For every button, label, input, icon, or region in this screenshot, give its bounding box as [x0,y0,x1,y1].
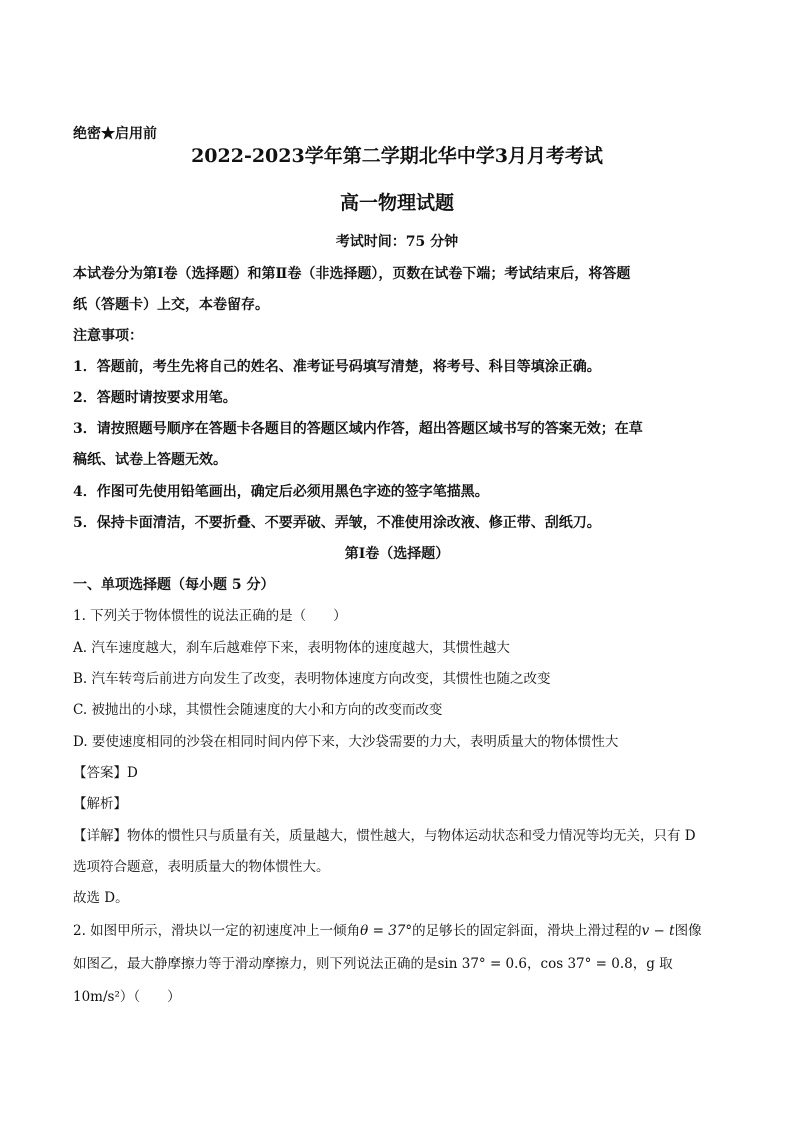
q2-sep: ， [527,956,541,972]
q2-stem-line-2 [73,954,673,974]
notice-item-2: 2．答题时请按要求用笔。 [73,390,237,406]
notice-item-1: 1．答题前，考生先将自己的姓名、准考证号码填写清楚，将考号、科目等填涂正确。 [73,359,601,375]
secret-label: 绝密★启用前 [73,126,157,142]
q1-detail-1: 【详解】物体的惯性只与质量有关，质量越大，惯性越大，与物体运动状态和受力情况等均无关，只有 D [73,828,696,844]
q2-cos: cos 37° = 0.8 [540,956,633,972]
q2-vt: v − t [641,923,675,939]
answer-value: D [127,765,138,781]
answer-tag: 【答案】 [73,765,127,781]
notice-heading: 注意事项： [73,328,143,344]
section-heading: 一、单项选择题（每小题 5 分） [73,577,275,593]
q2-stem-b: 的足够长的固定斜面，滑块上滑过程的 [412,923,642,939]
q1-option-d: D. 要使速度相同的沙袋在相同时间内停下来，大沙袋需要的力大，表明质量大的物体惯性大 [73,734,619,750]
q1-detail-2: 选项符合题意，表明质量大的物体惯性大。 [73,859,330,875]
q2-theta: θ = 37° [360,923,413,939]
q2-stem-c: 图像 [674,923,702,939]
q1-analysis-tag: 【解析】 [73,796,127,812]
notice-item-3a: 3．请按照题号顺序在答题卡各题目的答题区域内作答，超出答题区域书写的答案无效；在草 [73,421,643,437]
q2-stem-a: 2. 如图甲所示，滑块以一定的初速度冲上一倾角 [73,923,361,939]
q2-g: ，g 取 [632,956,673,972]
notice-item-5: 5．保持卡面清洁，不要折叠、不要弄破、弄皱，不准使用涂改液、修正带、刮纸刀。 [73,515,601,531]
notice-item-4: 4．作图可先使用铅笔画出，确定后必须用黑色字迹的签字笔描黑。 [73,484,489,500]
q1-option-b: B. 汽车转弯后前进方向发生了改变，表明物体速度方向改变，其惯性也随之改变 [73,671,551,687]
intro-line-2: 纸（答题卡）上交，本卷留存。 [73,297,269,313]
intro-line-1: 本试卷分为第Ⅰ卷（选择题）和第Ⅱ卷（非选择题），页数在试卷下端；考试结束后，将答题 [73,266,631,282]
q2-stem-line-1 [73,921,702,941]
notice-item-3b: 稿纸、试卷上答题无效。 [73,452,227,468]
q2-line2-a: 如图乙，最大静摩擦力等于滑动摩擦力，则下列说法正确的是 [73,956,438,972]
section-part: 第Ⅰ卷（选择题） [344,546,450,562]
q1-conclusion: 故选 D。 [73,890,129,906]
exam-title: 2022-2023学年第二学期北华中学3月月考考试 [191,145,603,167]
q2-stem-line-3: 10m/s²）（ ） [73,989,181,1005]
q1-stem: 1. 下列关于物体惯性的说法正确的是（ ） [73,608,347,624]
q2-sin: sin 37° = 0.6 [437,956,528,972]
q1-answer [73,763,138,783]
q1-option-c: C. 被抛出的小球，其惯性会随速度的大小和方向的改变而改变 [73,702,443,718]
exam-time: 考试时间：75 分钟 [335,234,459,250]
exam-subtitle: 高一物理试题 [339,192,454,214]
q1-option-a: A. 汽车速度越大，刹车后越难停下来，表明物体的速度越大，其惯性越大 [73,640,510,656]
